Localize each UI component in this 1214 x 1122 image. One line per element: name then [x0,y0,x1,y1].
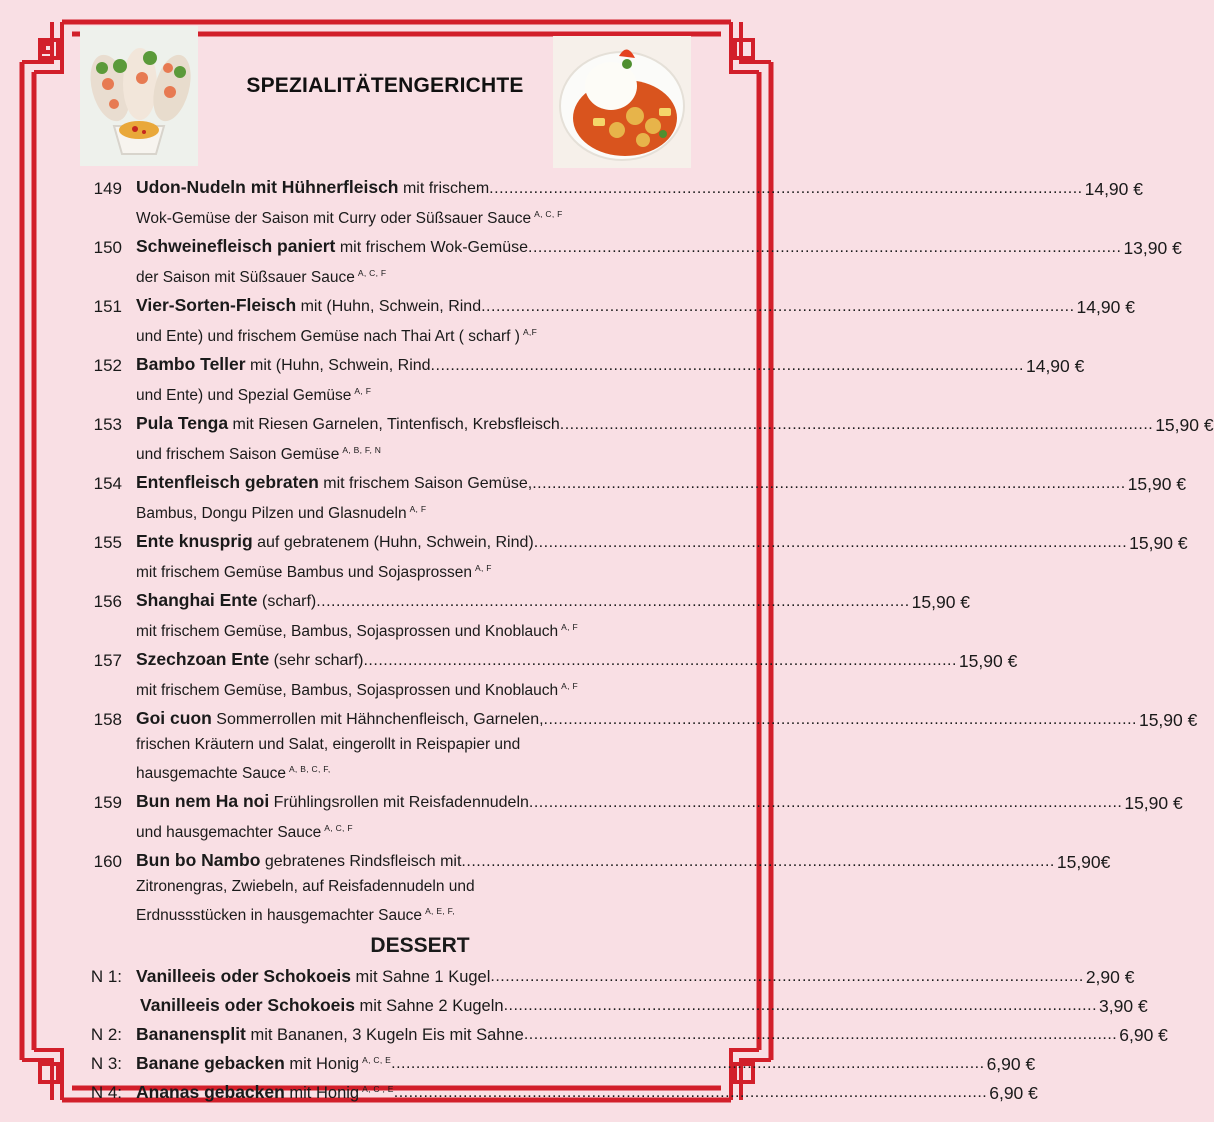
allergen-codes: A, E, F, [425,906,455,916]
dish-price: 15,90 € [958,651,1018,671]
dish-item [70,589,971,644]
dish-name: Bambo Teller [136,354,246,374]
dish-list [70,176,1214,1107]
dish-number: 155 [93,533,122,552]
dish-item [70,235,1182,290]
dish-description-cont: hausgemachte Sauce [136,765,286,782]
dessert-price: 2,90 € [1085,967,1135,987]
dish-item [70,648,1018,703]
dish-description: gebratenes Rindsfleisch mit [260,853,462,870]
dot-leader: ........................................................................................................................ [503,997,1098,1014]
dish-description: Frühlingsrollen mit Reisfadennudeln [269,794,529,811]
dish-price: 14,90 € [1076,297,1135,317]
dish-description: mit (Huhn, Schwein, Rind [296,298,482,315]
dessert-number: N 3: [90,1054,122,1073]
dessert-name: Bananensplit [136,1024,246,1044]
dish-item [70,176,1143,231]
dish-name: Shanghai Ente [136,590,258,610]
dish-item [70,471,1187,526]
dish-price: 13,90 € [1123,238,1182,258]
dish-description-cont: Bambus, Dongu Pilzen und Glasnudeln [136,505,407,522]
dessert-item [70,1020,1168,1049]
dish-number: 158 [93,710,122,729]
dish-description-cont: der Saison mit Süßsauer Sauce [136,269,355,286]
dot-leader: ........................................................................................................................ [461,853,1055,870]
dish-description: (scharf) [257,593,317,610]
dessert-description: mit Sahne 1 Kugel [350,968,491,986]
dot-leader: ........................................................................................................................ [391,1055,985,1072]
dish-description-cont: Zitronengras, Zwiebeln, auf Reisfadennudeln und [136,878,475,895]
dish-number: 160 [93,852,122,871]
dot-leader: ........................................................................................................................ [393,1084,988,1101]
dot-leader: ........................................................................................................................ [528,794,1123,811]
dot-leader: ........................................................................................................................ [559,416,1154,433]
allergen-codes: A, C , E [362,1084,394,1094]
allergen-codes: A, F [474,563,492,573]
allergen-codes: A, B, C, F, [288,764,331,774]
allergen-codes: A, F [354,386,372,396]
dish-item [70,353,1085,408]
dish-description: auf gebratenem (Huhn, Schwein, Rind) [252,534,534,551]
allergen-codes: A, C, F [357,268,387,278]
dish-number: 149 [93,179,122,198]
dish-price: 14,90 € [1084,179,1143,199]
dish-description-cont: und Ente) und frischem Gemüse nach Thai Art ( scharf ) [136,328,520,345]
dish-number: 153 [93,415,122,434]
dot-leader: ........................................................................................................................ [533,534,1128,551]
dessert-name: Banane gebacken [136,1053,285,1073]
dessert-price: 3,90 € [1099,996,1148,1016]
dish-number: 154 [93,474,122,493]
dessert-description: mit Sahne 2 Kugeln [354,997,504,1015]
dish-name: Bun bo Nambo [136,850,261,870]
dessert-heading: DESSERT [370,934,470,957]
dish-name: Ente knusprig [136,531,253,551]
dot-leader: ........................................................................................................................ [523,1026,1118,1043]
dish-description-cont: mit frischem Gemüse Bambus und Sojasprossen [136,564,472,581]
dish-description-cont: Wok-Gemüse der Saison mit Curry oder Süßsauer Sauce [136,210,532,227]
dessert-name: Vanilleeis oder Schokoeis [136,966,351,986]
dessert-description: mit Honig [284,1055,360,1073]
dish-description: mit frischem Wok-Gemüse [335,239,528,256]
dish-description: mit frischem [398,180,490,197]
rice-dish-photo [553,36,691,168]
dish-number: 152 [93,356,122,375]
dessert-item [70,991,1148,1020]
page-title: SPEZIALITÄTENGERICHTE [246,74,524,97]
dessert-number: N 2: [90,1025,122,1044]
dessert-description: mit Bananen, 3 Kugeln Eis mit Sahne [245,1026,524,1044]
dessert-description: mit Honig [284,1084,360,1102]
dessert-price: 6,90 € [1119,1025,1168,1045]
dish-item [70,530,1188,585]
dessert-item [70,962,1135,991]
dish-description-cont: Erdnussstücken in hausgemachter Sauce [136,907,423,924]
dessert-price: 6,90 € [989,1083,1038,1103]
dot-leader: ........................................................................................................................ [363,652,957,669]
dot-leader: ........................................................................................................................ [490,968,1084,985]
dish-price: 15,90€ [1056,852,1111,872]
dish-price: 15,90 € [911,592,971,612]
dish-name: Udon-Nudeln mit Hühnerfleisch [136,177,399,197]
dish-description: (sehr scharf) [269,652,364,669]
dish-description-cont: mit frischem Gemüse, Bambus, Sojasprossen und Knoblauch [136,682,559,699]
dish-description-cont: und hausgemachter Sauce [136,824,322,841]
dot-leader: ........................................................................................................................ [489,180,1083,197]
allergen-codes: A, B, F, N [342,445,382,455]
dish-item [70,849,1111,928]
dot-leader: ........................................................................................................................ [532,475,1126,492]
dish-price: 15,90 € [1155,415,1214,435]
dish-price: 15,90 € [1138,710,1198,730]
allergen-codes: A, C, F [534,209,563,219]
spring-rolls-photo [80,26,198,166]
dish-description: mit frischem Saison Gemüse, [318,475,533,492]
dish-description-cont: und frischem Saison Gemüse [136,446,340,463]
dish-description: Sommerrollen mit Hähnchenfleisch, Garnelen, [211,711,544,728]
dish-price: 14,90 € [1025,356,1085,376]
dessert-item [70,1049,1036,1078]
dish-name: Vier-Sorten-Fleisch [136,295,297,315]
dish-price: 15,90 € [1127,474,1187,494]
dish-description-cont: und Ente) und Spezial Gemüse [136,387,352,404]
allergen-codes: A, C, E [362,1055,392,1065]
allergen-codes: A, F [561,681,578,691]
dot-leader: ........................................................................................................................ [430,357,1024,374]
dish-name: Bun nem Ha noi [136,791,270,811]
dessert-name: Vanilleeis oder Schokoeis [140,995,355,1015]
dot-leader: ........................................................................................................................ [543,711,1137,728]
dish-description-cont: frischen Kräutern und Salat, eingerollt in Reispapier und [136,736,521,753]
dish-item [70,707,1198,786]
dish-number: 156 [93,592,122,611]
dish-item [70,412,1214,467]
dish-price: 15,90 € [1129,533,1188,553]
dessert-number: N 4: [90,1083,122,1102]
dish-price: 15,90 € [1124,793,1183,813]
dish-item [70,790,1183,845]
allergen-codes: A, F [561,622,578,632]
dish-name: Schweinefleisch paniert [136,236,336,256]
dot-leader: ........................................................................................................................ [528,239,1122,256]
allergen-codes: A, F [409,504,427,514]
dish-name: Szechzoan Ente [136,649,270,669]
dessert-price: 6,90 € [986,1054,1036,1074]
dessert-number: N 1: [90,967,122,986]
dish-number: 157 [93,651,122,670]
dish-number: 151 [93,297,122,316]
dessert-name: Ananas gebacken [136,1082,285,1102]
dessert-item [70,1078,1038,1107]
dish-number: 150 [93,238,122,257]
dish-description: mit (Huhn, Schwein, Rind [245,357,431,374]
dot-leader: ........................................................................................................................ [481,298,1075,315]
allergen-codes: A,F [522,327,538,337]
dish-name: Goi cuon [136,708,212,728]
dish-name: Entenfleisch gebraten [136,472,319,492]
dish-number: 159 [93,793,122,812]
dish-item [70,294,1135,349]
dish-description: mit Riesen Garnelen, Tintenfisch, Krebsfleisch [228,416,560,433]
allergen-codes: A, C, F [324,823,353,833]
dish-description-cont: mit frischem Gemüse, Bambus, Sojasprossen und Knoblauch [136,623,559,640]
dish-name: Pula Tenga [136,413,229,433]
dot-leader: ........................................................................................................................ [316,593,910,610]
